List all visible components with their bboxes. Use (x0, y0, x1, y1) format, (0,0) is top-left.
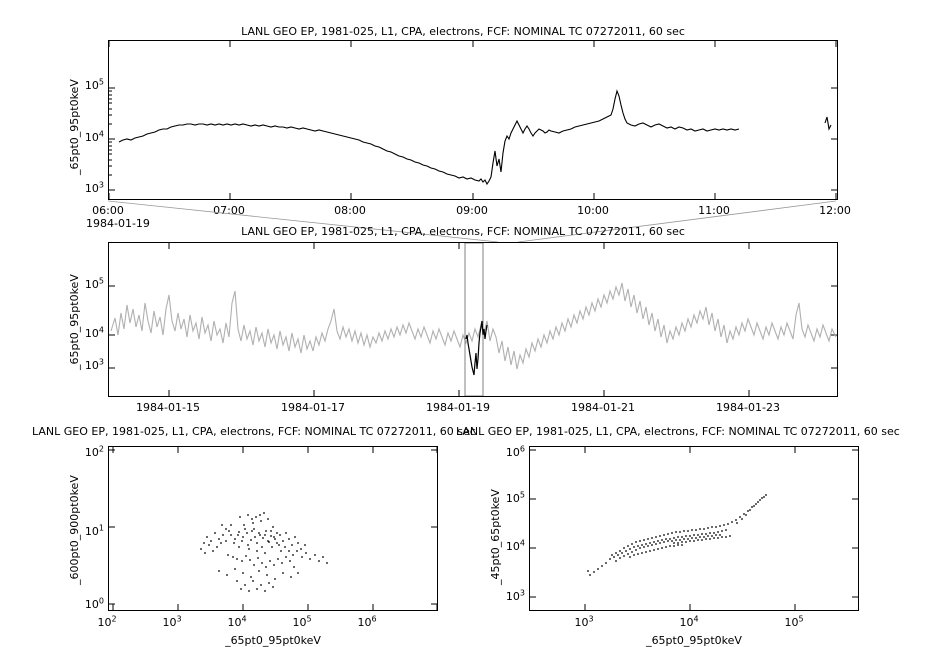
bottom-right-ylabel: _45pt0_65pt0keV (489, 489, 502, 585)
middle-xtick-2: 1984-01-17 (281, 401, 345, 414)
br-xtick-1e3: $10^3$ (574, 614, 594, 629)
bottom-left-xlabel: _65pt0_95pt0keV (225, 634, 321, 647)
bottom-left-plot (108, 446, 438, 611)
middle-panel-ylabel: _65pt0_95pt0keV (68, 274, 81, 370)
bottom-right-panel-title: LANL GEO EP, 1981-025, L1, CPA, electrons, FCF: NOMINAL TC 07272011, 60 sec (456, 425, 900, 438)
bl-xtick-1e6: $10^6$ (357, 614, 377, 629)
top-ytick-1e5: $10^5$ (84, 77, 104, 92)
zoom-connector-lines (108, 200, 838, 245)
middle-xtick-4: 1984-01-21 (571, 401, 635, 414)
br-xtick-1e4: $10^4$ (679, 614, 699, 629)
top-xtick-0600: 06:00 (92, 204, 124, 217)
br-ytick-1e6: $10^6$ (505, 444, 525, 459)
middle-ytick-1e4: $10^4$ (84, 325, 104, 340)
bl-xtick-1e4: $10^4$ (227, 614, 247, 629)
bl-xtick-1e3: $10^3$ (162, 614, 182, 629)
top-xtick-1200: 12:00 (819, 204, 851, 217)
br-ytick-1e3: $10^3$ (505, 588, 525, 603)
top-xtick-1100: 11:00 (698, 204, 730, 217)
top-ytick-1e3: $10^3$ (84, 180, 104, 195)
bottom-right-svg (530, 447, 858, 610)
top-panel-svg (109, 41, 837, 199)
top-ytick-1e4: $10^4$ (84, 129, 104, 144)
top-panel-date-label: 1984-01-19 (86, 217, 150, 230)
top-panel-title: LANL GEO EP, 1981-025, L1, CPA, electrons, FCF: NOMINAL TC 07272011, 60 sec (241, 25, 685, 38)
middle-ytick-1e3: $10^3$ (84, 357, 104, 372)
bottom-right-plot (529, 446, 859, 611)
bl-xtick-1e5: $10^5$ (292, 614, 312, 629)
middle-xtick-1: 1984-01-15 (136, 401, 200, 414)
br-scatter-points (587, 494, 767, 576)
middle-xtick-5: 1984-01-23 (716, 401, 780, 414)
br-xtick-1e5: $10^5$ (784, 614, 804, 629)
bl-ytick-1e1: $10^1$ (84, 523, 104, 538)
top-xtick-1000: 10:00 (577, 204, 609, 217)
br-ytick-1e4: $10^4$ (505, 538, 525, 553)
br-ytick-1e5: $10^5$ (505, 490, 525, 505)
bottom-left-svg (109, 447, 437, 610)
bl-ytick-1e2: $10^2$ (84, 444, 104, 459)
top-xtick-0700: 07:00 (213, 204, 245, 217)
top-xtick-0900: 09:00 (456, 204, 488, 217)
middle-xtick-3: 1984-01-19 (426, 401, 490, 414)
middle-panel-title: LANL GEO EP, 1981-025, L1, CPA, electrons, FCF: NOMINAL TC 07272011, 60 sec (241, 225, 685, 238)
bottom-left-ylabel: _600pt0_900pt0keV (68, 475, 81, 585)
bottom-right-xlabel: _65pt0_95pt0keV (646, 634, 742, 647)
bl-scatter-points (200, 512, 328, 592)
middle-ytick-1e5: $10^5$ (84, 276, 104, 291)
bottom-left-panel-title: LANL GEO EP, 1981-025, L1, CPA, electrons, FCF: NOMINAL TC 07272011, 60 sec (32, 425, 476, 438)
middle-panel-svg (109, 243, 837, 396)
bl-xtick-1e2: $10^2$ (97, 614, 117, 629)
top-panel-plot (108, 40, 838, 200)
bl-ytick-1e0: $10^0$ (84, 596, 104, 611)
top-xtick-0800: 08:00 (334, 204, 366, 217)
middle-panel-plot (108, 242, 838, 397)
top-panel-ylabel: _65pt0_95pt0keV (68, 79, 81, 175)
